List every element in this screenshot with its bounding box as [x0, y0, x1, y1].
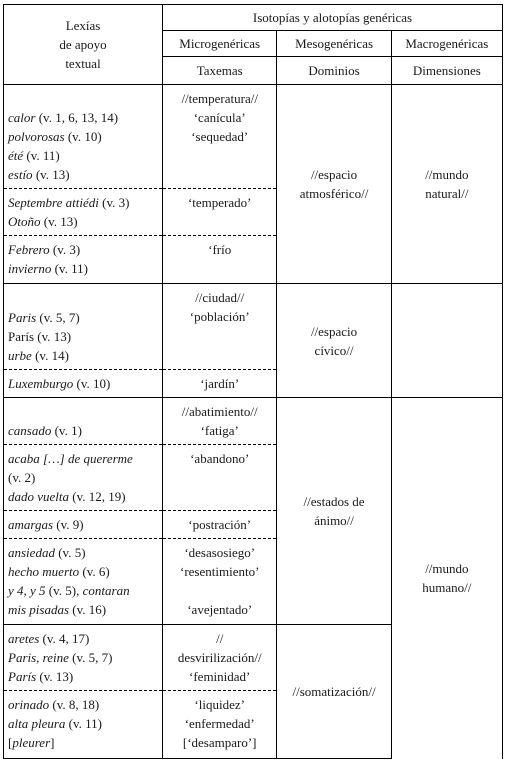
- lexia-line: estío (v. 13): [8, 167, 70, 182]
- dominio-estados-animo: //estados de ánimo//: [277, 398, 391, 625]
- header-lexias-line3: textual: [65, 56, 101, 71]
- taxema-block-2: ‘temperado’: [163, 189, 277, 236]
- taxema-block-11: ‘liquidez’ ‘enfermedad’ [‘desamparo’]: [163, 691, 277, 759]
- dominio-civico: //espacio cívico//: [277, 284, 391, 398]
- header-macro: Macrogenéricas: [391, 31, 502, 57]
- lexias-block-5: Luxemburgo (v. 10): [4, 370, 163, 398]
- dimension-natural: //mundo natural//: [391, 85, 502, 284]
- lexias-block-6: cansado (v. 1): [4, 398, 163, 445]
- taxema-line: //temperatura//: [181, 91, 258, 106]
- taxema-block-8: ‘postración’: [163, 511, 277, 539]
- lexias-block-11: orinado (v. 8, 18) alta pleura (v. 11) [pleurer]: [4, 691, 163, 759]
- lexias-block-2: Septembre attiédi (v. 3) Otoño (v. 13): [4, 189, 163, 236]
- header-taxemas: Taxemas: [163, 57, 277, 85]
- header-lexias: [4, 5, 163, 85]
- taxema-block-7: ‘abandono’: [163, 445, 277, 511]
- taxema-block-1: [163, 85, 277, 189]
- dominio-somatizacion: //somatización//: [277, 625, 391, 759]
- taxema-line: ‘sequedad’: [191, 129, 249, 144]
- taxema-block-3: ‘frío: [163, 236, 277, 284]
- lexias-block-4: Paris (v. 5, 7) París (v. 13) urbe (v. 14): [4, 284, 163, 370]
- lexia-line: polvorosas (v. 10): [8, 129, 102, 144]
- taxema-block-10: // desvirilización// ‘feminidad’: [163, 625, 277, 691]
- header-micro: Microgenéricas: [163, 31, 277, 57]
- taxema-line: ‘canícula’: [193, 110, 246, 125]
- dimension-humano: //mundo humano//: [391, 398, 502, 759]
- lexias-block-7: acaba […] de quererme (v. 2) dado vuelta (v. 12, 19): [4, 445, 163, 511]
- lexias-block-8: amargas (v. 9): [4, 511, 163, 539]
- header-lexias-line2: de apoyo: [59, 37, 107, 52]
- lexia-line: été (v. 11): [8, 148, 60, 163]
- lexias-block-3: Febrero (v. 3) invierno (v. 11): [4, 236, 163, 284]
- lexias-block-9: ansiedad (v. 5) hecho muerto (v. 6) y 4, y 5 (v. 5), contaran mis pisadas (v. 16): [4, 539, 163, 625]
- taxema-block-4: //ciudad// ‘población’: [163, 284, 277, 370]
- lexia-line: calor (v. 1, 6, 13, 14): [8, 110, 119, 125]
- header-meso: Mesogenéricas: [277, 31, 391, 57]
- dimension-natural-cont: [391, 284, 502, 398]
- header-isotopias: Isotopías y alotopías genéricas: [163, 5, 503, 31]
- dominio-atmosferico: //espacio atmosférico//: [277, 85, 391, 284]
- taxema-block-6: //abatimiento// ‘fatiga’: [163, 398, 277, 445]
- lexias-block-10: aretes (v. 4, 17) Paris, reine (v. 5, 7) París (v. 13): [4, 625, 163, 691]
- isotopy-table: [3, 4, 503, 759]
- header-lexias-line1: Lexías: [65, 18, 101, 33]
- lexias-block-1: [4, 85, 163, 189]
- header-dimensiones: Dimensiones: [391, 57, 502, 85]
- taxema-block-9: ‘desasosiego’ ‘resentimiento’ ‘avejentado’: [163, 539, 277, 625]
- header-dominios: Dominios: [277, 57, 391, 85]
- taxema-block-5: ‘jardín’: [163, 370, 277, 398]
